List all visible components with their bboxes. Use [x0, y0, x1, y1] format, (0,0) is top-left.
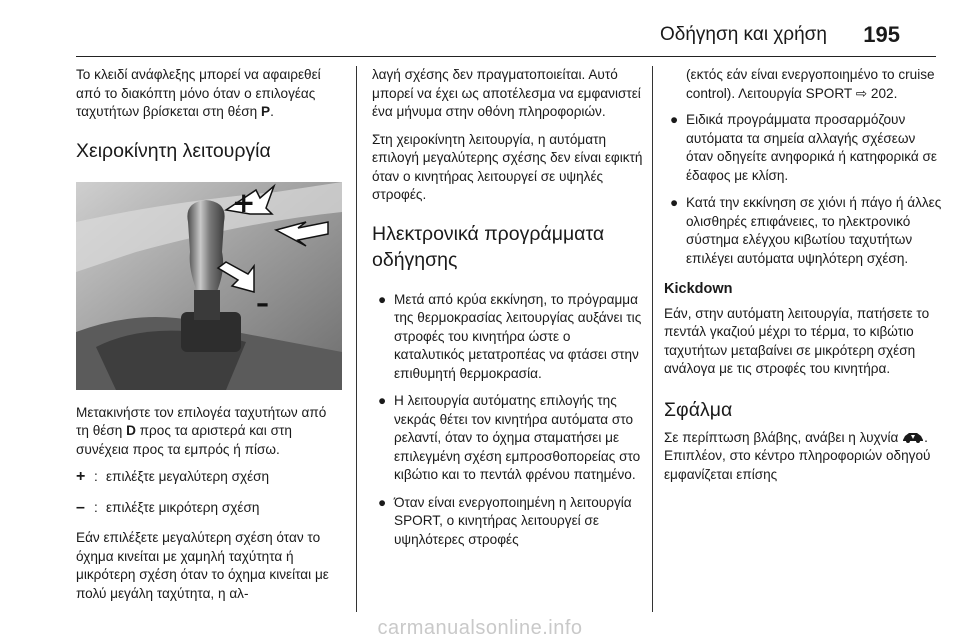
list-item: ● Ειδικά προγράμματα προσαρμόζουν αυτόματα τα σημεία αλλαγής σχέσεων όταν οδηγείτε ανηφορικά ή κατηφορικά σε έδαφος με κλίση.: [670, 112, 937, 183]
fault-paragraph: Σε περίπτωση βλάβης, ανάβει η λυχνία . Επιπλέον, στο κέντρο πληροφοριών οδηγού εμφανίζεται επίσης: [664, 429, 931, 482]
list-item: ● Μετά από κρύα εκκίνηση, το πρόγραμμα της θερμοκρασίας λειτουργίας αυξάνει τις στροφές του κινητήρα ώστε ο καταλυτικός μετατροπέας να φτάσει στην επιθυμητή θερμοκρασία.: [378, 291, 642, 381]
bullet-icon: ●: [670, 112, 679, 127]
kickdown-paragraph: Εάν, στην αυτόματη λειτουργία, πατήσετε το πεντάλ γκαζιού μέχρι το τέρμα, το κιβώτιο ταχυτήτων μεταβαίνει σε μικρότερη σχέση ανάλογα με τις στροφές του κινητήρα.: [664, 305, 930, 376]
section-title: Οδήγηση και χρήση: [660, 24, 827, 45]
programs-list: [372, 291, 644, 550]
page-number: 195: [863, 22, 900, 47]
bullet-icon: ●: [378, 393, 387, 408]
intro-paragraph: Το κλειδί ανάφλεξης μπορεί να αφαιρεθεί από το διακόπτη μόνο όταν ο επιλογέας ταχυτήτων βρίσκεται στη θέση P.: [76, 67, 321, 119]
bullet-icon: ●: [670, 195, 679, 210]
column-divider-2: [652, 66, 653, 612]
definition-minus: – : επιλέξτε μικρότερη σχέση: [76, 498, 260, 516]
definition-plus-text: επιλέξτε μεγαλύτερη σχέση: [106, 469, 270, 484]
special-programs-list: [664, 111, 942, 268]
list-item: ● Η λειτουργία αυτόματης επιλογής της νεκράς θέτει τον κινητήρα αυτόματα στο ρελαντί, όταν το όχημα σταματήσει με επιλεγμένη σχέση εμπροσθοπορείας στο κιβώτιο και το πεντάλ φρένου πατημένο.: [378, 393, 641, 482]
plus-icon: +: [76, 468, 86, 485]
list-item: ● Κατά την εκκίνηση σε χιόνι ή πάγο ή άλλες ολισθηρές επιφάνειες, το ηλεκτρονικό σύστημα ελέγχου κιβωτίου ταχυτήτων επιλέγει αυτόματα υψηλότερη σχέση.: [670, 195, 942, 266]
continued-bullet-text: (εκτός εάν είναι ενεργοποιημένο το cruise control). Λειτουργία SPORT ⇨ 202.: [686, 67, 935, 101]
list-item: ● Όταν είναι ενεργοποιημένη η λειτουργία SPORT, ο κινητήρας λειτουργεί σε υψηλότερες στροφές: [378, 494, 632, 547]
continued-paragraph: λαγή σχέσης δεν πραγματοποιείται. Αυτό μπορεί να έχει ως αποτέλεσμα να εμφανιστεί ένα μήνυμα στην οθόνη πληροφοριών.: [372, 67, 641, 119]
column-right: [664, 66, 942, 493]
column-divider-1: [356, 66, 357, 612]
bullet-icon: ●: [378, 291, 387, 307]
heading-electronic-programs: Ηλεκτρονικά προγράμματα οδήγησης: [372, 222, 605, 271]
column-left: [76, 66, 342, 612]
bullet-icon: ●: [378, 494, 387, 510]
car-warning-icon: [902, 431, 924, 443]
manual-mode-note: Στη χειροκίνητη λειτουργία, η αυτόματη επιλογή μεγαλύτερης σχέσης δεν είναι εφικτή όταν ο κινητήρας λειτουργεί σε υψηλές στροφές.: [372, 131, 643, 202]
heading-fault: Σφάλμα: [664, 398, 733, 421]
heading-kickdown: Kickdown: [664, 281, 733, 297]
definition-minus-text: επιλέξτε μικρότερη σχέση: [106, 499, 260, 515]
figure-plus-label: +: [232, 185, 256, 219]
gear-selector-figure: [76, 182, 342, 390]
definition-plus: + : επιλέξτε μεγαλύτερη σχέση: [76, 468, 270, 485]
page-reference-arrow-icon: ⇨: [855, 85, 868, 101]
bottom-paragraph: Εάν επιλέξετε μεγαλύτερη σχέση όταν το όχημα κινείται με χαμηλή ταχύτητα ή μικρότερη σχέση όταν το όχημα κινείται με πολύ μεγάλη ταχύτητα, η αλ-: [76, 530, 329, 601]
figure-minus-label: –: [256, 288, 269, 319]
minus-icon: –: [76, 498, 85, 516]
move-instruction: Μετακινήστε τον επιλογέα ταχυτήτων από τη θέση D προς τα αριστερά και στη συνέχεια προς τα εμπρός ή πίσω.: [76, 404, 327, 457]
header-rule: [76, 56, 936, 57]
column-middle: [372, 66, 644, 559]
heading-manual-mode: Χειροκίνητη λειτουργία: [76, 139, 271, 162]
gear-selector-illustration: [76, 182, 342, 390]
watermark: carmanualsonline.info: [377, 617, 583, 639]
